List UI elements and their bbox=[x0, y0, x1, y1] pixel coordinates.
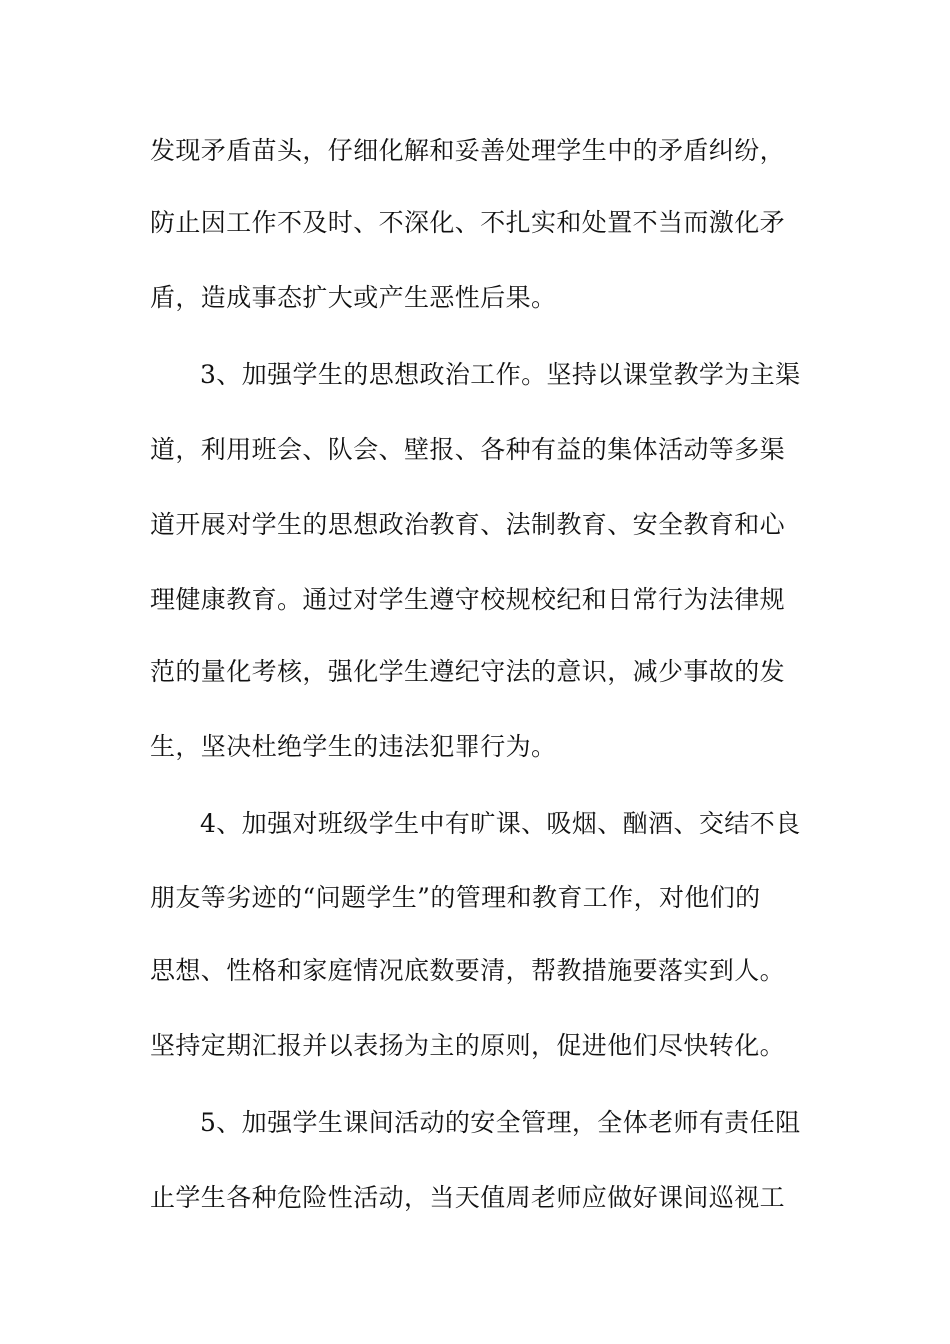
text-line: 思想、性格和家庭情况底数要清，帮教措施要落实到人。 bbox=[150, 956, 786, 985]
text-line: 道，利用班会、队会、壁报、各种有益的集体活动等多渠 bbox=[150, 435, 786, 464]
paragraph-5-first-line: 5、加强学生课间活动的安全管理，全体老师有责任阻 bbox=[200, 1108, 801, 1137]
text-line: 防止因工作不及时、不深化、不扎实和处置不当而激化矛 bbox=[150, 208, 786, 237]
text-line: 范的量化考核，强化学生遵纪守法的意识，减少事故的发 bbox=[150, 657, 786, 686]
text-line: 盾，造成事态扩大或产生恶性后果。 bbox=[150, 283, 557, 312]
text-line: 生，坚决杜绝学生的违法犯罪行为。 bbox=[150, 732, 557, 761]
text-line: 朋友等劣迹的“问题学生”的管理和教育工作，对他们的 bbox=[150, 883, 761, 912]
text-line: 道开展对学生的思想政治教育、法制教育、安全教育和心 bbox=[150, 510, 786, 539]
text-line: 坚持定期汇报并以表扬为主的原则，促进他们尽快转化。 bbox=[150, 1031, 786, 1060]
text-line: 止学生各种危险性活动，当天值周老师应做好课间巡视工 bbox=[150, 1183, 786, 1212]
text-line: 理健康教育。通过对学生遵守校规校纪和日常行为法律规 bbox=[150, 585, 786, 614]
paragraph-4-first-line: 4、加强对班级学生中有旷课、吸烟、酗酒、交结不良 bbox=[200, 809, 801, 838]
paragraph-3-first-line: 3、加强学生的思想政治工作。坚持以课堂教学为主渠 bbox=[200, 360, 801, 389]
text-line: 发现矛盾苗头，仔细化解和妥善处理学生中的矛盾纠纷， bbox=[150, 136, 786, 165]
